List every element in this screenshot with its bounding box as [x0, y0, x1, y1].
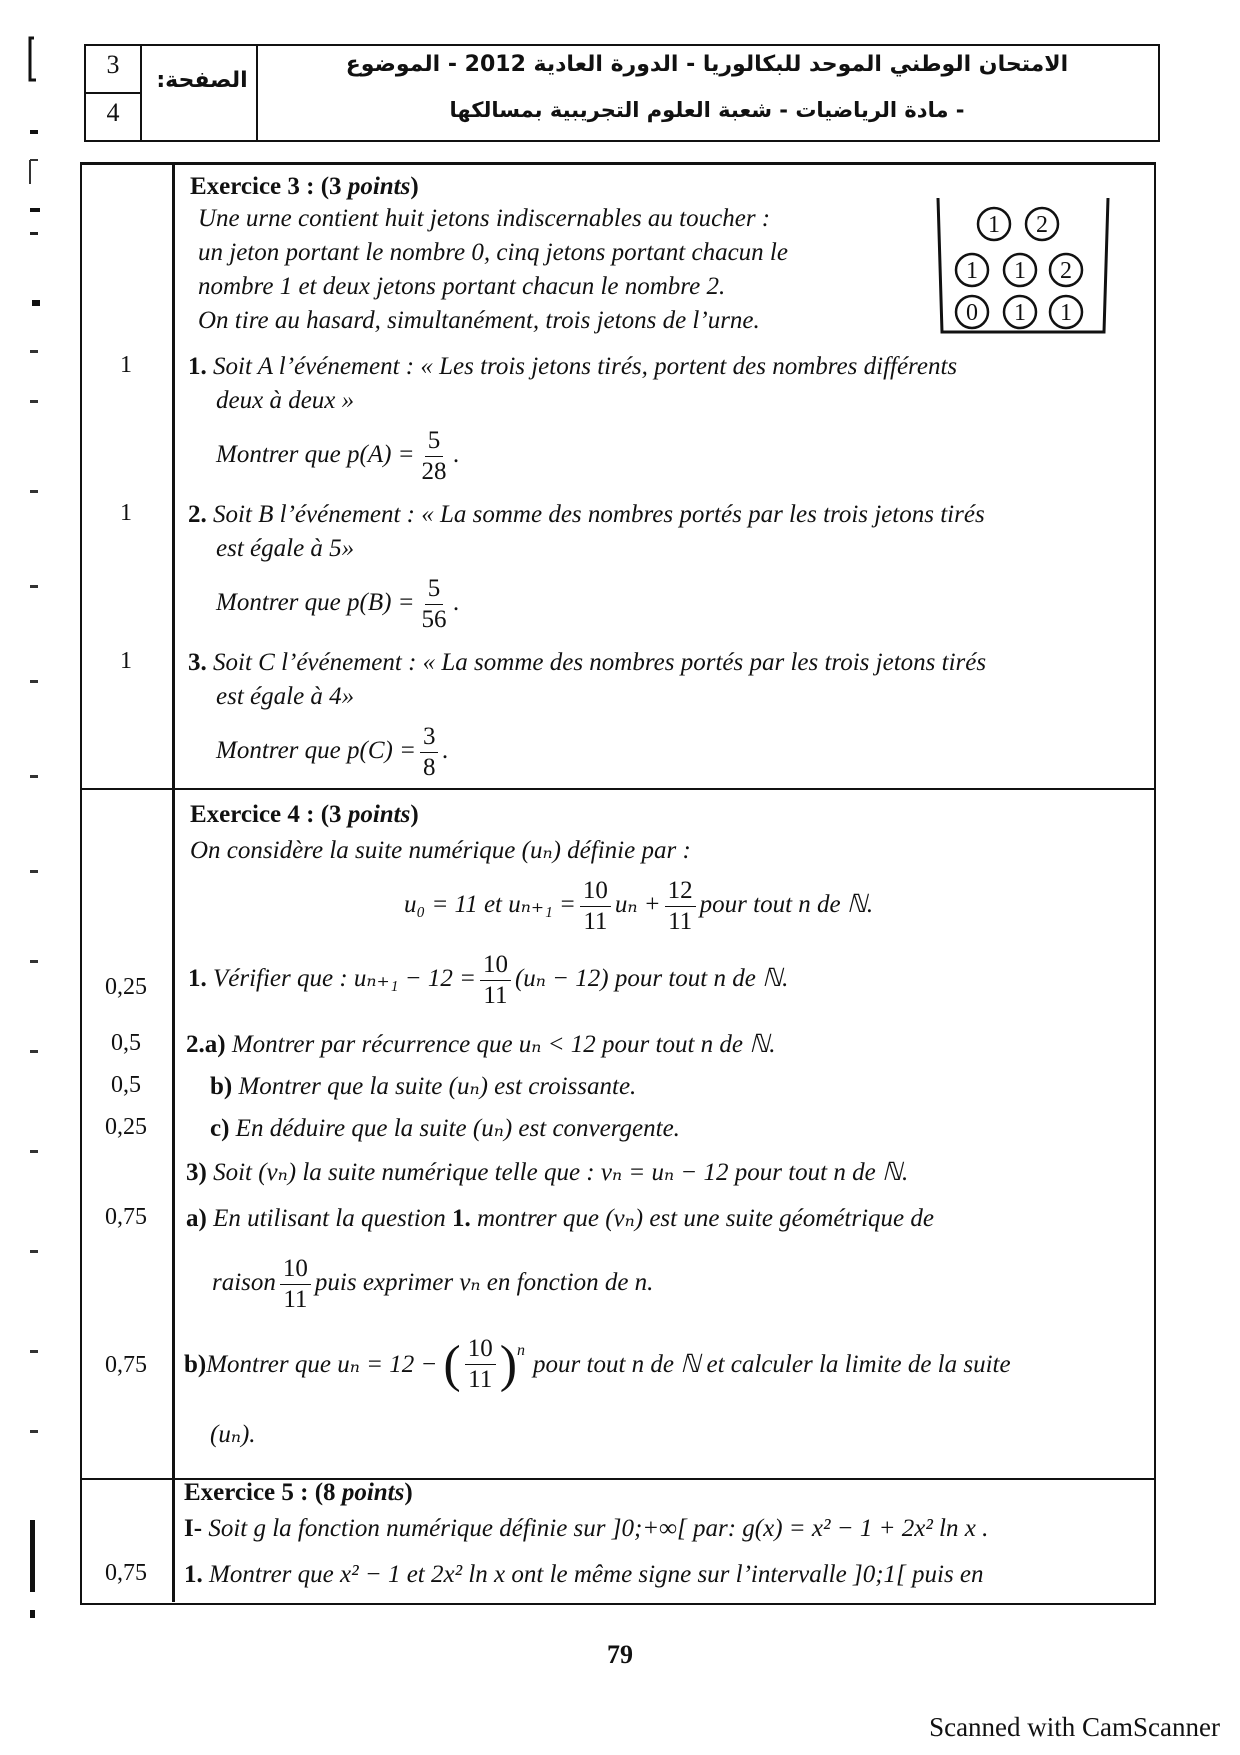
token-label: 0	[966, 300, 978, 326]
points-ex4-q3a: 0,75	[105, 1204, 147, 1230]
token-label: 1	[1060, 300, 1072, 326]
ex3-intro-4: On tire au hasard, simultanément, trois jetons de l’urne.	[198, 307, 760, 334]
header-title: الامتحان الوطني الموحد للبكالوريا - الدورة العادية 2012 - الموضوع	[345, 52, 1069, 77]
ex4-title: Exercice 4 : (3 points)	[190, 801, 419, 828]
ex4-q2c: c) En déduire que la suite (uₙ) est convergente.	[210, 1115, 680, 1142]
points-ex4-q2a: 0,5	[111, 1030, 141, 1056]
token-label: 1	[1014, 258, 1026, 284]
ex3-title: Exercice 3 : (3 points)	[190, 173, 419, 200]
ex3-q3-line1: 3. Soit C l’événement : « La somme des nombres portés par les trois jetons tirés	[188, 649, 987, 676]
ex3-intro-3: nombre 1 et deux jetons portant chacun le nombre 2.	[198, 273, 726, 300]
token-label: 1	[988, 212, 1000, 238]
points-ex4-q3b: 0,75	[105, 1352, 147, 1378]
header-subtitle: - مادة الرياضيات - شعبة العلوم التجريبية بمسالكها	[449, 98, 965, 122]
ex3-intro-2: un jeton portant le nombre 0, cinq jetons portant chacun le	[198, 239, 788, 266]
ex5-definition: I- Soit g la fonction numérique définie sur ]0;+∞[ par: g(x) = x² − 1 + 2x² ln x .	[184, 1515, 989, 1542]
ex3-intro-1: Une urne contient huit jetons indiscernables au toucher :	[198, 205, 771, 232]
token-label: 1	[1014, 300, 1026, 326]
ex3-q2-line1: 2. Soit B l’événement : « La somme des nombres portés par les trois jetons tirés	[188, 501, 985, 528]
ex3-q1-line2: deux à deux »	[216, 387, 355, 414]
points-ex3-q2: 1	[120, 500, 132, 526]
ex3-q2-line2: est égale à 5»	[216, 535, 355, 562]
ex5-title: Exercice 5 : (8 points)	[184, 1479, 413, 1506]
ex3-q2-show: Montrer que p(B) = $\frac{5}{56}$ .	[216, 575, 460, 633]
ex4-intro: On considère la suite numérique (uₙ) définie par :	[190, 837, 691, 864]
row-divider	[80, 788, 1156, 790]
ex4-q2b: b) Montrer que la suite (uₙ) est croissante.	[210, 1073, 637, 1100]
token-label: 1	[966, 258, 978, 284]
ex4-q3b-line2: (uₙ).	[210, 1421, 256, 1448]
ex5-q1: 1. Montrer que x² − 1 et 2x² ln x ont le même signe sur l’intervalle ]0;1[ puis en	[184, 1561, 984, 1588]
page-label: الصفحة:	[156, 68, 248, 93]
ex4-q3b-line1: b) Montrer que uₙ = 12 − ( $\frac{10}{11}$ ) $^n$ pour tout n de ℕ et calculer la limite de la suite	[184, 1335, 1011, 1393]
ex4-definition: u₀ = 11 et uₙ₊₁ = $\frac{10}{11}$ uₙ + $\frac{12}{11}$ pour tout n de ℕ.	[404, 877, 874, 935]
points-ex3-q1: 1	[120, 352, 132, 378]
ex4-q1: 1. Vérifier que : uₙ₊₁ − 12 = $\frac{10}{11}$ (uₙ − 12) pour tout n de ℕ.	[188, 951, 789, 1009]
points-ex4-q2c: 0,25	[105, 1114, 147, 1140]
exam-header	[84, 44, 1160, 142]
page-number: 79	[607, 1640, 633, 1669]
page-total: 4	[106, 98, 120, 127]
token-label: 2	[1060, 258, 1072, 284]
points-ex3-q3: 1	[120, 648, 132, 674]
ex3-q3-show: Montrer que p(C) = $\frac{3}{8}$ .	[216, 723, 449, 781]
points-ex5-q1: 0,75	[105, 1560, 147, 1586]
ex3-q1-show: Montrer que p(A) = $\frac{5}{28}$ .	[216, 427, 460, 485]
urn-figure	[932, 194, 1122, 336]
ex4-q2a: 2.a) Montrer par récurrence que uₙ < 12 pour tout n de ℕ.	[186, 1031, 776, 1058]
ex4-q3a-line2: raison $\frac{10}{11}$ puis exprimer vₙ en fonction de n.	[212, 1255, 654, 1313]
ex3-q3-line2: est égale à 4»	[216, 683, 355, 710]
ex3-q1-line1: 1. Soit A l’événement : « Les trois jetons tirés, portent des nombres différents	[188, 353, 958, 380]
token-label: 2	[1036, 212, 1048, 238]
page-current: 3	[106, 50, 120, 79]
scanner-watermark: Scanned with CamScanner	[929, 1712, 1220, 1742]
margin-marks	[0, 0, 60, 1755]
points-ex4-q1: 0,25	[105, 974, 147, 1000]
points-ex4-q2b: 0,5	[111, 1072, 141, 1098]
ex4-q3: 3) Soit (vₙ) la suite numérique telle que : vₙ = uₙ − 12 pour tout n de ℕ.	[186, 1159, 909, 1186]
ex4-q3a-line1: a) En utilisant la question 1. montrer que (vₙ) est une suite géométrique de	[186, 1205, 934, 1232]
